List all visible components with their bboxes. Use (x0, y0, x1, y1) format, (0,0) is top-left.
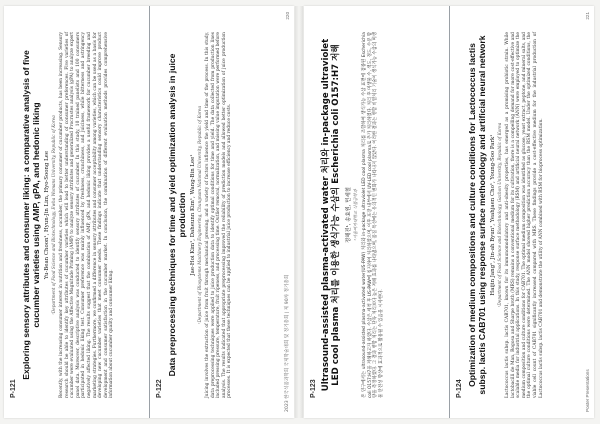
abstract-body: Lactococcus lactis subsp. lactis CAB701, known for its immunomodulatory and anti-obesity properties, has emerged as a promising probiotic strain. While lactobacilli de Man, Rogosa and Sharpe broth (MRS) remains a conventional medium for its cultivation, there is a compelling demand for more cost-effective and scalable media for industrial applications. In this study, response surface methodology (RSM) and artificial neural network (ANN) were employed to optimize the medium composition and culture conditions for CAB701. The optimal medium composition was identified as glucose, yeast extract, peptone, and mineral salts, and the optimal culture conditions were determined. The ANN model showed higher prediction accuracy than the RSM model. Under the optimized conditions, the viable cell count of CAB701 significantly increased compared with MRS. These findings provide a cost-effective medium for the industrial production of Lactococcus lactis subsp. lactis CAB701 and demonstrate the utility of ANN combined with RSM for bioprocess optimization. (505, 32, 544, 398)
abstract-authors: Yu-Bean Choon¹, Hyun-Jin Lim, Hyo-Soong Lee (44, 150, 50, 280)
abstract-p123 (304, 6, 449, 418)
abstract-authors: Jae-Hoi Kim¹, Daheunn Kim¹, Wang-Bin Lee¹ (190, 154, 196, 276)
right-page (304, 6, 594, 418)
abstract-title: Exploring sensory attributes and consumer liking: a comparative analysis of five cucumber varieties using AMP, gPA, and hedonic liking (21, 50, 41, 380)
abstract-affiliation: ¹Department of Food Science and Biotechnology, Gachon University, Republic of Korea (497, 122, 502, 308)
abstract-affiliation: ¹Department of Food Science and Biotechnology, Ewha Womans University, Republic of Korea (51, 115, 56, 315)
abstract-p121 (4, 6, 149, 418)
page-number: 221 (585, 12, 590, 20)
page-footer: Poster Presentations (585, 369, 590, 412)
abstract-body: Recently, with the increasing consumer interest in nutrition and freshness, cucumber, the primary consumer of cucumber products, has been increasing. Sensory research should be able to identify key attributes of cucumber varieties which will lead to better understanding of consumer preferences. Five varieties of cucumber were evaluated using the Affective Magnitude Priming (AMP) to analyze sensory attributes and generalized Procrustes analysis (gPA) to analyze expert panel data. Moreover, descriptive analysis was conducted to identify sensory attributes of cucumber. In this study, 10 trained panelists and 100 consumers participated in hedonic liking test. Consumer preference was mainly influenced by freshness, crunchiness, and juiciness, while bitterness and astringency negatively affected liking. The results suggest that the combination of AMP, gPA, and hedonic liking provides a useful framework for cucumber breeding and marketing strategies. Furthermore, we confirmed a difference in sensory attributes and consumer acceptability among varieties, which can be used as a basis for developing new cucumber varieties that meet consumer needs. These findings indicate that understanding sensory characteristics could improve product development and consumer satisfaction in the cucumber market. In conclusion, the combination of different evaluation methods provides comprehensive information about cucumber quality and consumer liking. (59, 32, 115, 398)
page-gutter (295, 6, 303, 418)
abstract-body: 본 연구에서는 ultrasound-assisted plasma-activated water(US-PAW) 처리와 in-package ultraviolet LED cool plasma 처리를 조합하여 생식가능 수삼 표면에 접종된 Escherichia coli O157:H7을 저해하고자 하였다. 수삼은 세척 후 US-PAW에 침지하여 처리하였으며, 이후 포장 내부에서 UV-LED cool plasma로 추가 처리하였다. 처리 후 미생물 수, 색도, 경도, 수분 함량을 측정하였다. 그 결과 병합 처리는 단독 처리보다 높은 저해 효과를 나타냈으며, 품질 특성에는 유의적인 변화가 나타나지 않았다. 이러한 결과는 병합 비열처리 기술이 생식가능 수삼의 미생물 안전성 향상에 효과적으로 활용될 수 있음을 시사한다. (362, 32, 384, 398)
left-page-rotated-content (4, 6, 294, 418)
abstract-title: Data preprocessing techniques for time and yield optimization analysis in juice production (167, 53, 187, 377)
abstract-authors: 정해진¹, 송효원, 민세철 (346, 187, 352, 243)
left-page (4, 6, 294, 418)
abstract-code: P-121 (10, 379, 17, 398)
page-footer: 2023 한국식품과학회 국제학술대회 및 정기총회 | 제 90차 정기총회 (285, 274, 290, 412)
abstract-p124 (449, 6, 594, 418)
page-number: 220 (285, 12, 290, 20)
abstract-p122 (149, 6, 294, 418)
abstract-code: P-123 (310, 379, 317, 398)
abstract-body: Juicing involves the extraction of juice from fruit through mechanical pressing, and a variety of factors influence the yield and time of the process. In this study, data preprocessing techniques were applied to juice production data to identify optimal conditions for time and yield. The data collected from production lines included pressing pressure, temperature, fruit ripeness, and processing time. Outlier removal, normalization, and missing value imputation were performed before analysis. The results indicated that appropriate preprocessing improved the reliability of prediction models and allowed better optimization of juice production processes. It is expected that these techniques can be applied to industrial juice production to increase efficiency and reduce costs. (205, 32, 233, 398)
right-page-rotated-content (304, 6, 594, 418)
abstract-title: Optimization of medium compositions and culture conditions for Lactococcus lactis subsp. lactis CAB701 using response surface methodology and artificial neural network (467, 35, 487, 395)
abstract-affiliation: ¹Department of Biosystems Machinery Engineering, Chungnam National University, Republic of Korea (197, 105, 202, 325)
abstract-affiliation: ¹서울여자대학교 식품공학과 (353, 189, 358, 241)
abstract-code: P-122 (156, 379, 163, 398)
abstract-title: Ultrasound-assisted plasma-activated water 처리와 in-package ultraviolet LED cool plasma 처리를 이용한 생식가능 수삼의 Escherichia coli O157:H7 저해 (321, 38, 341, 392)
abstract-code: P-124 (456, 379, 463, 398)
abstract-authors: Haijin Jang¹, Jin-ah Byun¹, Yeahjaen Cho¹, Young-Soo Park¹ (490, 134, 496, 296)
